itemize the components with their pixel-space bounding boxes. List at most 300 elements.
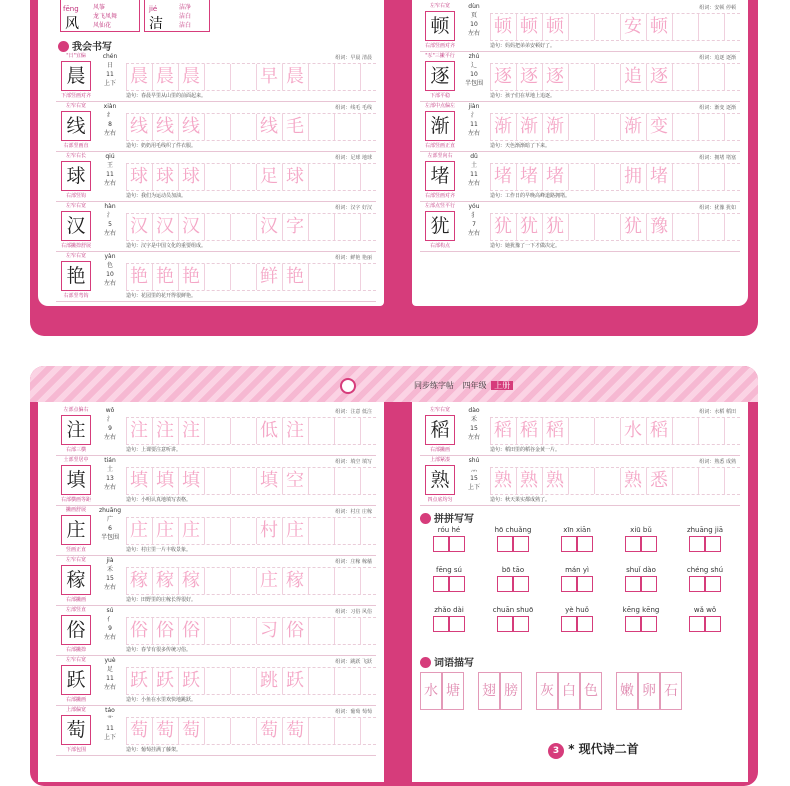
structure-type: 左右: [103, 434, 116, 441]
pinyin-box[interactable]: [420, 566, 478, 592]
word-group: 组词：汉字 好汉: [335, 205, 372, 211]
example-sentence: 造句：上课要注意听讲。: [126, 444, 376, 455]
stroke-order: [126, 706, 376, 718]
trace-word: [420, 672, 464, 710]
trace-char: 顿: [520, 16, 538, 37]
pinyin-label: róu hé: [437, 526, 461, 534]
stroke-order: [126, 102, 376, 114]
pinyin-label: zhuāng jiā: [686, 526, 724, 534]
trace-char: 逐: [494, 66, 512, 87]
trace-char: 渐: [546, 116, 564, 137]
practice-grid: [490, 468, 740, 494]
pinyin-box[interactable]: [484, 566, 542, 592]
writing-hint: 土部竖居中: [63, 457, 89, 463]
writing-hint-2: 右部撇画: [65, 597, 86, 603]
practice-area: [490, 202, 740, 251]
stroke-count: 8: [108, 121, 112, 128]
stroke-count: 15: [106, 575, 114, 582]
stroke-count: 15: [470, 475, 478, 482]
example-sentence: 造句：妈妈把弟弟安顿好了。: [490, 40, 740, 51]
pinyin: yóu: [468, 203, 480, 210]
writing-hint: 左部中点偏左: [424, 103, 455, 109]
pinyin: zhuāng: [98, 507, 122, 514]
pinyin: zhú: [468, 53, 480, 60]
writing-hint-2: 竖画正直: [65, 547, 86, 553]
word-group: 组词：村庄 庄稼: [335, 509, 372, 515]
model-char: 熟: [425, 465, 455, 495]
pinyin: dùn: [468, 3, 480, 10]
trace-char: 俗: [156, 620, 174, 641]
trace-char: 填: [182, 470, 200, 491]
stroke-order: [126, 202, 376, 214]
pinyin-box[interactable]: [548, 606, 606, 632]
practice-grid: [490, 14, 740, 40]
writing-hint-2: 下部包围: [65, 747, 86, 753]
structure-type: 左右: [467, 130, 480, 137]
radical: 亻: [106, 616, 113, 623]
pinyin: jià: [106, 557, 114, 564]
trace-char: 晨: [286, 66, 304, 87]
trace-char: 堵: [650, 166, 668, 187]
pinyin-box[interactable]: [612, 526, 670, 552]
trace-char: 安: [624, 16, 642, 37]
example-sentence: 造句：孩子们在草地上追逐。: [490, 90, 740, 101]
practice-row: [420, 2, 740, 52]
practice-grid: [490, 418, 740, 444]
model-char-box: [420, 456, 460, 506]
practice-row: [56, 406, 376, 456]
trace-char: 渐: [624, 116, 642, 137]
stroke-count: 11: [106, 171, 114, 178]
pinyin-label: hō chuǎng: [494, 526, 532, 534]
top-book-cover: [30, 0, 758, 336]
trace-char: 堵: [546, 166, 564, 187]
model-char-box: [420, 152, 460, 202]
pinyin-label: wǎ wǒ: [693, 606, 717, 614]
example-sentence: 造句：奶奶用毛线织了件衣服。: [126, 140, 376, 151]
model-char-box: [56, 706, 96, 756]
pinyin-label: chuān shuō: [492, 606, 534, 614]
trace-char: 渐: [494, 116, 512, 137]
trace-char: 顿: [650, 16, 668, 37]
practice-area: [126, 52, 376, 101]
pinyin-box[interactable]: [484, 526, 542, 552]
practice-row: [420, 202, 740, 252]
writing-hint-2: 右部竖画对齐: [424, 43, 455, 49]
word: 洁白: [179, 13, 192, 20]
pinyin: chén: [102, 53, 118, 60]
char-info: [462, 406, 486, 442]
structure-type: 左右: [467, 434, 480, 441]
trace-char: 犹: [624, 216, 642, 237]
word: 洁净: [179, 4, 192, 11]
pinyin-box[interactable]: [420, 606, 478, 632]
pinyin-box[interactable]: [676, 566, 734, 592]
trace-char: 熟: [624, 470, 642, 491]
trace-char: 稻: [494, 420, 512, 441]
pinyin-label: xiū bǔ: [630, 526, 652, 534]
structure-type: 左右: [103, 634, 116, 641]
practice-area: [126, 706, 376, 755]
pinyin-box[interactable]: [676, 526, 734, 552]
trace-word: [616, 672, 682, 710]
model-char-box: [56, 456, 96, 506]
pinyin-label: xīn xiān: [563, 526, 591, 534]
char-info: [98, 706, 122, 742]
top-right-page: [412, 0, 748, 306]
pinyin-label: yè huǒ: [565, 606, 589, 614]
trace-char: 字: [286, 216, 304, 237]
stroke-count: 11: [470, 121, 478, 128]
example-sentence: 造句：村庄里一片丰收景象。: [126, 544, 376, 555]
trace-word-char: 色: [580, 672, 602, 710]
trace-word: [536, 672, 602, 710]
trace-char: 填: [260, 470, 278, 491]
practice-grid: [126, 64, 376, 90]
example-sentence: 造句：秋天果实都成熟了。: [490, 494, 740, 505]
writing-hint-2: 右部竖画对齐: [424, 193, 455, 199]
trace-char: 跳: [260, 670, 278, 691]
trace-char: 萄: [156, 720, 174, 741]
trace-word-char: 塘: [442, 672, 464, 710]
stroke-count: 11: [470, 171, 478, 178]
structure-type: 上下: [103, 80, 116, 87]
trace-char: 鲜: [260, 266, 278, 287]
trace-char: 顿: [494, 16, 512, 37]
practice-row: [420, 102, 740, 152]
example-sentence: 造句：花园里的花开得很鲜艳。: [126, 290, 376, 301]
practice-row: [56, 252, 376, 302]
model-char: 庄: [61, 515, 91, 545]
char-info: [462, 52, 486, 88]
structure-type: 左右: [103, 484, 116, 491]
trace-char: 熟: [520, 470, 538, 491]
model-char: 汉: [61, 211, 91, 241]
model-char-box: [56, 406, 96, 456]
practice-area: [126, 406, 376, 455]
practice-row: [56, 706, 376, 756]
pinyin-box[interactable]: [548, 526, 606, 552]
stroke-order: [490, 202, 740, 214]
example-sentence: 造句：工作日的早晚高峰道路拥堵。: [490, 190, 740, 201]
writing-hint: 左窄右宽: [65, 657, 86, 663]
writing-hint-2: 右部竖画直: [63, 143, 89, 149]
trace-word-char: 水: [420, 672, 442, 710]
structure-type: 半包围: [464, 80, 483, 87]
example-sentence: 造句：小鱼在水里欢快地跳跃。: [126, 694, 376, 705]
trace-char: 球: [182, 166, 200, 187]
stroke-count: 10: [106, 271, 114, 278]
stroke-order: [490, 2, 740, 14]
word: 龙飞凤舞: [93, 13, 118, 20]
practice-row: [56, 506, 376, 556]
pinyin-box[interactable]: [548, 566, 606, 592]
trace-char: 艳: [182, 266, 200, 287]
practice-row: [420, 52, 740, 102]
model-char: 注: [61, 415, 91, 445]
model-char: 稼: [61, 565, 91, 595]
trace-words: [420, 672, 740, 718]
char-info: [98, 406, 122, 442]
practice-grid: [126, 468, 376, 494]
trace-char: 艳: [286, 266, 304, 287]
radical: 土: [470, 162, 477, 169]
char-info: [462, 152, 486, 188]
stroke-count: 10: [470, 71, 478, 78]
char: 洁: [149, 16, 163, 32]
lesson-heading: [548, 740, 639, 759]
trace-char: 追: [624, 66, 642, 87]
practice-grid: [126, 264, 376, 290]
practice-area: [490, 456, 740, 505]
practice-row: [56, 606, 376, 656]
header-band: [30, 366, 758, 402]
pinyin-box[interactable]: [484, 606, 542, 632]
model-char: 球: [61, 161, 91, 191]
trace-char: 村: [260, 520, 278, 541]
writing-hint-2: 右部三横: [65, 447, 86, 453]
stroke-order: [126, 52, 376, 64]
model-char: 线: [61, 111, 91, 141]
radical: 广: [106, 516, 113, 523]
pinyin-label: chéng shú: [686, 566, 724, 574]
trace-char: 习: [260, 620, 278, 641]
trace-char: 填: [130, 470, 148, 491]
char-info: [98, 606, 122, 642]
trace-char: 逐: [520, 66, 538, 87]
trace-char: 萄: [182, 720, 200, 741]
model-char: 萄: [61, 715, 91, 745]
practice-row: [56, 52, 376, 102]
practice-row: [56, 456, 376, 506]
word-group: 组词：追逐 逐渐: [699, 55, 736, 61]
practice-row: [56, 556, 376, 606]
trace-char: 犹: [546, 216, 564, 237]
trace-char: 渐: [520, 116, 538, 137]
model-char: 晨: [61, 61, 91, 91]
char-info: [98, 52, 122, 88]
section-label: 拼拼写写: [434, 514, 474, 525]
writing-hint-2: 右部竖弯钩: [63, 293, 89, 299]
pinyin-label: zhǎo dài: [434, 606, 464, 614]
word-group: 组词：鲜艳 艳丽: [335, 255, 372, 261]
section-label: 词语描写: [434, 658, 474, 669]
stroke-order: [126, 606, 376, 618]
writing-hint: 左窄右宽: [65, 253, 86, 259]
stroke-order: [126, 656, 376, 668]
pinyin-box[interactable]: [612, 606, 670, 632]
stroke-order: [126, 556, 376, 568]
writing-hint: 左窄右宽: [65, 557, 86, 563]
example-sentence: 造句：她犹豫了一下才做决定。: [490, 240, 740, 251]
writing-hint-2: 右部竖画正直: [424, 143, 455, 149]
model-char: 稻: [425, 415, 455, 445]
trace-word-char: 嫩: [616, 672, 638, 710]
pinyin: qiú: [105, 153, 115, 160]
radical: 犭: [470, 212, 477, 219]
trace-char: 球: [130, 166, 148, 187]
radical: 氵: [106, 212, 113, 219]
trace-word: [478, 672, 522, 710]
word-group: 组词：注意 低注: [335, 409, 372, 415]
practice-area: [126, 202, 376, 251]
pinyin-box[interactable]: [612, 566, 670, 592]
header-title: 同步练字帖: [414, 381, 454, 390]
bottom-book-cover: [30, 366, 758, 786]
practice-area: [126, 456, 376, 505]
trace-char: 庄: [260, 570, 278, 591]
pinyin: xiàn: [103, 103, 117, 110]
pinyin-label: bō tāo: [501, 566, 525, 574]
structure-type: 左右: [467, 30, 480, 37]
practice-grid: [126, 114, 376, 140]
pinyin-label: kēng kēng: [622, 606, 660, 614]
char-info: [462, 102, 486, 138]
cat-logo-icon: [340, 378, 356, 394]
trace-char: 逐: [650, 66, 668, 87]
char: 风: [65, 16, 79, 32]
trace-char: 稼: [156, 570, 174, 591]
trace-char: 熟: [494, 470, 512, 491]
practice-row: [56, 202, 376, 252]
section-pinyin-title: [420, 510, 474, 525]
word-group: 组词：足球 地球: [335, 155, 372, 161]
stroke-order: [490, 52, 740, 64]
practice-area: [490, 152, 740, 201]
practice-row: [420, 456, 740, 506]
structure-type: 上下: [467, 484, 480, 491]
practice-area: [490, 406, 740, 455]
writing-hint-2: 右部撇画: [429, 447, 450, 453]
practice-area: [126, 656, 376, 705]
top-word-box-2: [144, 0, 210, 32]
model-char-box: [420, 102, 460, 152]
pen-icon: [420, 513, 431, 524]
model-char-box: [56, 656, 96, 706]
word-group: 组词：渐变 逐渐: [699, 105, 736, 111]
structure-type: 左右: [467, 180, 480, 187]
radical: 氵: [106, 416, 113, 423]
model-char: 犹: [425, 211, 455, 241]
pinyin-box[interactable]: [420, 526, 478, 552]
model-char-box: [56, 52, 96, 102]
char-info: [462, 202, 486, 238]
header-vol: 上册: [491, 381, 513, 390]
trace-char: 堵: [520, 166, 538, 187]
pinyin: jiàn: [468, 103, 480, 110]
word-group: 组词：水稻 稻田: [699, 409, 736, 415]
practice-area: [126, 556, 376, 605]
trace-char: 低: [260, 420, 278, 441]
practice-row: [420, 406, 740, 456]
writing-hint: 左窄右长: [65, 153, 86, 159]
pinyin-label: fēng sú: [436, 566, 462, 574]
trace-char: 庄: [182, 520, 200, 541]
char-info: [98, 102, 122, 138]
stroke-count: 11: [106, 675, 114, 682]
word-group: 组词：填空 填写: [335, 459, 372, 465]
trace-char: 跃: [286, 670, 304, 691]
stroke-count: 6: [108, 525, 112, 532]
practice-area: [490, 2, 740, 51]
model-char-box: [420, 52, 460, 102]
trace-char: 稼: [182, 570, 200, 591]
model-char: 填: [61, 465, 91, 495]
writing-hint: 左窄右宽: [429, 3, 450, 9]
structure-type: 左右: [103, 584, 116, 591]
example-sentence: 造句：汉字是中国文化的重要组成。: [126, 240, 376, 251]
trace-char: 注: [182, 420, 200, 441]
practice-grid: [126, 214, 376, 240]
trace-char: 填: [156, 470, 174, 491]
radical: 氵: [470, 112, 477, 119]
section-words-title: [420, 654, 474, 669]
model-char: 逐: [425, 61, 455, 91]
pinyin-box[interactable]: [676, 606, 734, 632]
stroke-order: [126, 456, 376, 468]
char-info: [98, 506, 122, 542]
practice-area: [490, 102, 740, 151]
char-info: [98, 556, 122, 592]
pinyin: yuè: [104, 657, 116, 664]
writing-hint: 左部点偏右: [63, 407, 89, 413]
trace-char: 晨: [156, 66, 174, 87]
stroke-order: [126, 506, 376, 518]
trace-char: 注: [130, 420, 148, 441]
section-label: 我会书写: [72, 42, 112, 53]
radical: 灬: [470, 466, 477, 473]
trace-char: 水: [624, 420, 642, 441]
model-char-box: [56, 102, 96, 152]
stroke-count: 9: [108, 625, 112, 632]
trace-char: 早: [260, 66, 278, 87]
practice-grid: [126, 518, 376, 544]
writing-hint: 上部紧凑: [429, 457, 450, 463]
char-info: [462, 456, 486, 492]
writing-hint: 上部偏宽: [65, 707, 86, 713]
word-group: 组词：拥堵 堵塞: [699, 155, 736, 161]
structure-type: 左右: [103, 280, 116, 287]
pinyin-boxes: [420, 526, 740, 646]
pinyin: wǒ: [105, 407, 115, 414]
writing-hint-2: 右部构点: [429, 243, 450, 249]
trace-char: 足: [260, 166, 278, 187]
trace-char: 汉: [260, 216, 278, 237]
trace-char: 线: [130, 116, 148, 137]
trace-word-char: 翅: [478, 672, 500, 710]
stroke-order: [490, 152, 740, 164]
writing-hint-2: 四点底均匀: [427, 497, 453, 503]
pinyin-label: mán yì: [565, 566, 589, 574]
model-char-box: [420, 406, 460, 456]
stroke-count: 15: [470, 425, 478, 432]
writing-hint: 左窄右宽: [429, 407, 450, 413]
trace-char: 熟: [546, 470, 564, 491]
stroke-count: 7: [472, 221, 476, 228]
trace-char: 豫: [650, 216, 668, 237]
pinyin: dǔ: [470, 153, 478, 160]
example-sentence: 造句：田野里的庄稼长得很好。: [126, 594, 376, 605]
radical: 艹: [106, 716, 113, 723]
trace-word-char: 膀: [500, 672, 522, 710]
word: 洁白: [179, 22, 192, 29]
trace-char: 跃: [182, 670, 200, 691]
trace-char: 晨: [182, 66, 200, 87]
model-char: 艳: [61, 261, 91, 291]
stroke-count: 9: [108, 425, 112, 432]
trace-char: 跃: [130, 670, 148, 691]
char-info: [462, 2, 486, 38]
